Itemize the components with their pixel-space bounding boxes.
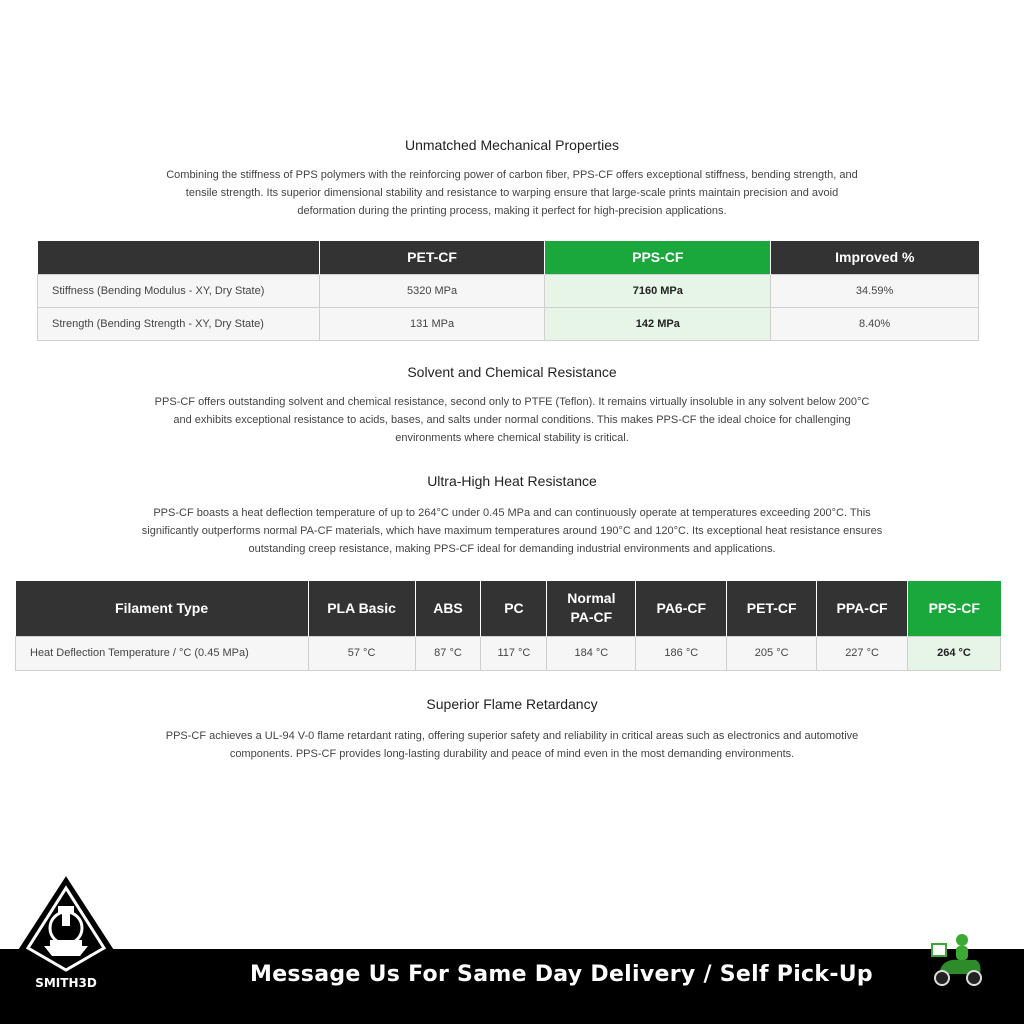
- heat-deflection-table: [15, 581, 1001, 671]
- cell-value: 57 °C: [308, 636, 415, 670]
- cell-value: 205 °C: [727, 636, 817, 670]
- section-title-mechanical: Unmatched Mechanical Properties: [405, 137, 619, 153]
- table-header-pc: PC: [481, 581, 547, 636]
- table-header-ppscf: PPS-CF: [545, 241, 771, 274]
- table-row: [16, 636, 1001, 670]
- table-header-blank: [38, 241, 320, 274]
- table-header-abs: ABS: [415, 581, 481, 636]
- cell-value-highlight: 7160 MPa: [545, 274, 771, 307]
- section-body-flame: PPS-CF achieves a UL-94 V-0 flame retardant rating, offering superior safety and reliability in critical areas such as electronics and automotive components. PPS-CF provides long-lasting durability and peace of mind even in the most demanding environments.: [165, 730, 859, 760]
- table-header-improved: Improved %: [771, 241, 979, 274]
- cell-value: 87 °C: [415, 636, 481, 670]
- footer-banner: [0, 949, 1024, 1024]
- cell-value: 5320 MPa: [319, 274, 545, 307]
- table-header-petcf: PET-CF: [319, 241, 545, 274]
- table-header-ppscf: PPS-CF: [908, 581, 1001, 636]
- table-header-pa6cf: PA6-CF: [636, 581, 727, 636]
- table-header-pla: PLA Basic: [308, 581, 415, 636]
- cell-value: 184 °C: [547, 636, 636, 670]
- cell-value: 8.40%: [771, 307, 979, 340]
- mechanical-comparison-table: [37, 241, 979, 341]
- cell-value-highlight: 142 MPa: [545, 307, 771, 340]
- section-title-flame: Superior Flame Retardancy: [426, 696, 598, 712]
- table-row: [38, 307, 979, 340]
- table-header-filament-type: Filament Type: [16, 581, 309, 636]
- section-body-mechanical: Combining the stiffness of PPS polymers with the reinforcing power of carbon fiber, PPS-CF offers exceptional stiffness, bending strength, and tensile strength. Its superior dimensional stability and resistance to warping ensure that large-scale prints maintain precision and avoid deformation during the printing process, making it perfect for high-precision applications.: [166, 169, 858, 217]
- cell-value: 131 MPa: [319, 307, 545, 340]
- section-body-solvent: PPS-CF offers outstanding solvent and chemical resistance, second only to PTFE (Teflon). It remains virtually insoluble in any solvent below 200°C and exhibits exceptional resistance to acids, bases, and salts under normal conditions. This makes PPS-CF the ideal choice for challenging environments where chemical stability is critical.: [154, 396, 870, 444]
- cell-value: 34.59%: [771, 274, 979, 307]
- table-header-ppacf: PPA-CF: [817, 581, 908, 636]
- cell-value-highlight: 264 °C: [908, 636, 1001, 670]
- table-row: [38, 274, 979, 307]
- section-title-solvent: Solvent and Chemical Resistance: [407, 364, 617, 380]
- cell-value: 227 °C: [817, 636, 908, 670]
- table-header-normal-pacf: Normal PA-CF: [547, 581, 636, 636]
- table-header-row: [16, 581, 1001, 636]
- row-label: Strength (Bending Strength - XY, Dry State): [38, 307, 320, 340]
- table-header-petcf: PET-CF: [727, 581, 817, 636]
- cell-value: 117 °C: [481, 636, 547, 670]
- section-body-heat: PPS-CF boasts a heat deflection temperature of up to 264°C under 0.45 MPa and can continuously operate at temperatures exceeding 200°C. This significantly outperforms normal PA-CF materials, which have maximum temperatures around 190°C and 120°C. Its exceptional heat resistance ensures outstanding creep resistance, making PPS-CF ideal for demanding industrial environments and applications.: [141, 507, 883, 555]
- row-label: Heat Deflection Temperature / °C (0.45 MPa): [16, 636, 309, 670]
- table-header-row: [38, 241, 979, 274]
- section-title-heat: Ultra-High Heat Resistance: [427, 473, 597, 489]
- footer-message: Message Us For Same Day Delivery / Self Pick-Up: [250, 962, 873, 987]
- cell-value: 186 °C: [636, 636, 727, 670]
- logo-text: SMITH3D: [35, 976, 97, 990]
- row-label: Stiffness (Bending Modulus - XY, Dry State): [38, 274, 320, 307]
- anvil-logo-icon: [14, 876, 118, 994]
- delivery-scooter-icon: [926, 930, 988, 992]
